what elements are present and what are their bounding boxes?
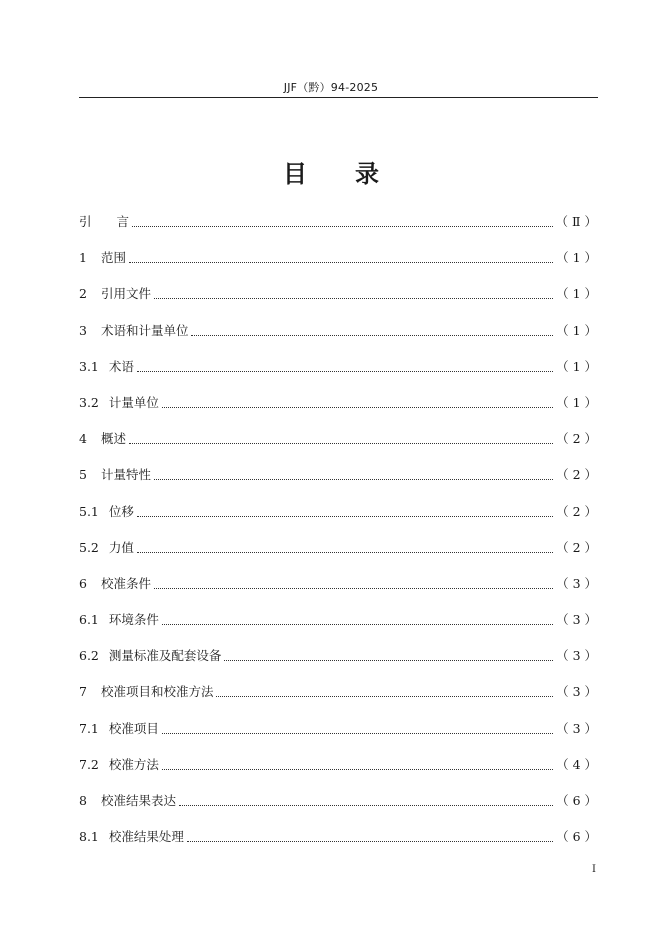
toc-entry[interactable]	[79, 539, 597, 575]
toc-entry[interactable]	[79, 720, 597, 756]
toc-title	[0, 154, 662, 189]
toc-entry-label: 引 言	[79, 214, 130, 229]
document-code-header: JJF（黔）94-2025	[283, 81, 379, 94]
toc-leader-dots	[187, 828, 553, 842]
toc-entry-label: 测量标准及配套设备	[108, 648, 222, 664]
toc-leader-dots	[162, 720, 553, 734]
toc-entry[interactable]	[79, 611, 597, 647]
toc-entry-number: 8.1	[79, 829, 99, 845]
toc-leader-dots	[224, 647, 553, 661]
toc-leader-dots	[154, 575, 553, 589]
table-of-contents	[79, 213, 597, 864]
toc-entry[interactable]	[79, 466, 597, 502]
toc-entry-page: （ 6 ）	[556, 793, 597, 808]
toc-leader-dots	[216, 683, 553, 697]
toc-entry[interactable]	[79, 322, 597, 358]
toc-entry[interactable]	[79, 792, 597, 828]
toc-entry[interactable]	[79, 756, 597, 792]
toc-entry[interactable]	[79, 249, 597, 285]
toc-entry-number: 5.1	[79, 503, 99, 519]
toc-entry-number: 3.1	[79, 358, 99, 374]
toc-entry-label: 校准方法	[108, 756, 159, 772]
toc-entry-page: （ 4 ）	[556, 756, 597, 772]
toc-entry-label: 环境条件	[108, 612, 159, 628]
toc-entry-number: 5.2	[79, 539, 99, 555]
toc-entry-label: 术语	[108, 358, 134, 374]
header-rule	[79, 97, 598, 98]
toc-entry[interactable]	[79, 503, 597, 539]
toc-entry-page: （ 1 ）	[556, 250, 597, 266]
toc-entry-page: （ 3 ）	[556, 575, 597, 591]
toc-entry[interactable]	[79, 213, 597, 249]
toc-entry[interactable]	[79, 358, 597, 394]
toc-entry-label: 范围	[100, 250, 126, 266]
toc-entry-label: 校准结果处理	[108, 829, 184, 845]
toc-entry-page: （ 3 ）	[556, 612, 597, 628]
toc-leader-dots	[154, 285, 553, 299]
toc-entry-page: （ 2 ）	[556, 539, 597, 555]
toc-leader-dots	[191, 322, 553, 336]
toc-entry-label: 位移	[108, 503, 134, 519]
toc-leader-dots	[137, 503, 553, 517]
toc-entry-page: （ 6 ）	[556, 829, 597, 845]
toc-entry-number: 5	[79, 467, 87, 483]
toc-entry-label: 概述	[100, 431, 126, 447]
toc-entry-page: （ 1 ）	[556, 394, 597, 410]
toc-entry-page: （ 2 ）	[556, 467, 597, 483]
toc-entry-page: （ 2 ）	[556, 503, 597, 519]
toc-entry-label: 计量特性	[100, 467, 151, 483]
toc-entry-number: 6.1	[79, 612, 99, 628]
toc-entry-page: （ 1 ）	[556, 322, 597, 338]
toc-entry-number: 6	[79, 575, 87, 591]
toc-entry-label: 计量单位	[108, 394, 159, 410]
toc-leader-dots	[137, 539, 553, 553]
toc-entry[interactable]	[79, 575, 597, 611]
toc-entry[interactable]	[79, 394, 597, 430]
toc-entry[interactable]	[79, 647, 597, 683]
title-char-2: 录	[355, 160, 379, 188]
toc-entry-label: 力值	[108, 539, 134, 555]
toc-entry-label: 术语和计量单位	[100, 322, 189, 338]
toc-entry-label: 校准条件	[100, 575, 151, 591]
toc-leader-dots	[129, 249, 553, 263]
toc-entry-page: （ 2 ）	[556, 431, 597, 447]
toc-entry-page: （ 3 ）	[556, 720, 597, 736]
toc-entry[interactable]	[79, 828, 597, 864]
toc-entry-number: 2	[79, 286, 87, 302]
page-number: I	[592, 864, 596, 875]
toc-entry-number: 3	[79, 322, 87, 338]
toc-entry-page: （ Ⅱ ）	[555, 214, 597, 229]
toc-leader-dots	[137, 358, 553, 372]
toc-entry-number: 7	[79, 684, 87, 700]
toc-entry-page: （ 3 ）	[556, 648, 597, 664]
toc-leader-dots	[129, 430, 553, 444]
toc-entry-page: （ 1 ）	[556, 286, 597, 302]
title-char-1: 目	[283, 160, 307, 188]
toc-entry-page: （ 3 ）	[556, 684, 597, 700]
toc-entry[interactable]	[79, 430, 597, 466]
toc-leader-dots	[162, 611, 553, 625]
toc-entry-number: 7.1	[79, 720, 99, 736]
toc-entry[interactable]	[79, 683, 597, 719]
toc-entry-label: 校准项目和校准方法	[100, 684, 214, 700]
toc-leader-dots	[132, 213, 553, 227]
toc-entry-number: 3.2	[79, 394, 99, 410]
toc-leader-dots	[154, 466, 553, 480]
toc-entry-number: 1	[79, 250, 87, 266]
toc-entry-label: 校准项目	[108, 720, 159, 736]
toc-entry-page: （ 1 ）	[556, 358, 597, 374]
toc-leader-dots	[162, 756, 553, 770]
toc-leader-dots	[179, 792, 553, 806]
toc-entry[interactable]	[79, 285, 597, 321]
toc-entry-number: 4	[79, 431, 87, 447]
toc-entry-number: 8	[79, 793, 87, 808]
toc-entry-label: 引用文件	[100, 286, 151, 302]
toc-entry-label: 校准结果表达	[100, 793, 176, 808]
toc-entry-number: 7.2	[79, 756, 99, 772]
toc-leader-dots	[162, 394, 553, 408]
toc-entry-number: 6.2	[79, 648, 99, 664]
